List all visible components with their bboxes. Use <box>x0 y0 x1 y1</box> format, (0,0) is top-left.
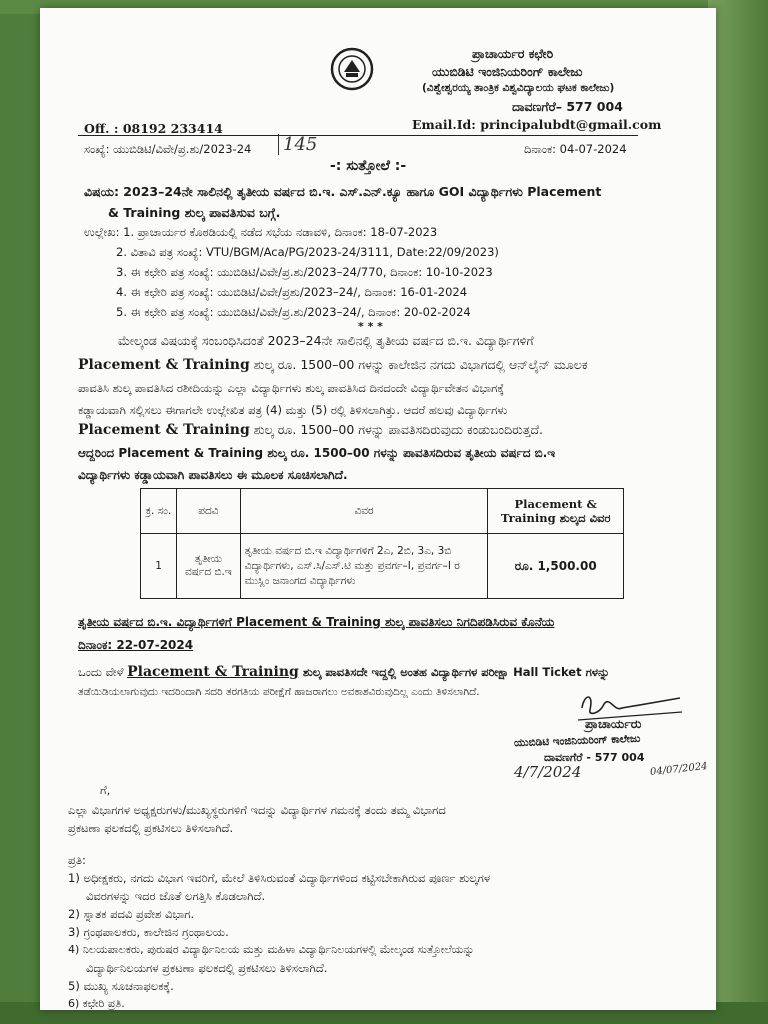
col-serial: ಕ್ರ. ಸಂ. <box>141 489 177 534</box>
subject-line-1: ವಿಷಯ: 2023–24ನೇ ಸಾಲಿನಲ್ಲಿ ತೃತೀಯ ವರ್ಷದ ಬಿ.ಇ. ಎಸ್.ಎನ್.ಕ್ಯೂ ಹಾಗೂ GOI ವಿದ್ಯಾರ್ಥಿಗಳು Placement <box>84 184 602 199</box>
body-line-6: ಆದ್ದರಿಂದ Placement & Training ಶುಲ್ಕ ರೂ. 1500–00 ಗಳನ್ನು ಪಾವತಿಸದಿರುವ ತೃತೀಯ ವರ್ಷದ ಬಿ.ಇ <box>78 446 556 460</box>
warning-line-1: ಒಂದು ವೇಳೆ Placement & Training ಶುಲ್ಕ ಪಾವತಿಸದೇ ಇದ್ದಲ್ಲಿ ಅಂತಹ ವಿದ್ಯಾರ್ಥಿಗಳ ಪರೀಕ್ಷಾ Hall Ticket ಗಳನ್ನು <box>78 664 610 680</box>
college-seal-logo <box>330 46 374 92</box>
cell-degree: ತೃತೀಯ ವರ್ಷದ ಬಿ.ಇ <box>177 534 240 599</box>
email: Email.Id: principalubdt@gmail.com <box>412 117 662 132</box>
cell-details: ತೃತೀಯ ವರ್ಷದ ಬಿ.ಇ ವಿದ್ಯಾರ್ಥಿಗಳಿಗೆ 2ಎ, 2ಬಿ, 3ಎ, 3ಬಿ ವಿದ್ಯಾರ್ಥಿಗಳು, ಎಸ್.ಸಿ/ಎಸ್.ಟಿ ಮತ್ತು ಪ್ರವರ್ಗ–I, ಪ್ರವರ್ಗ–I ರ ಮುಸ್ಲಿಂ ಜನಾಂಗದ ವಿದ್ಯಾರ್ಥಿಗಳು <box>240 534 488 599</box>
fee-table-header <box>141 489 624 534</box>
table-row <box>141 534 624 599</box>
org-line-office: ಪ್ರಾಚಾರ್ಯರ ಕಛೇರಿ <box>472 46 554 61</box>
col-fee: Placement & Training ಶುಲ್ಕದ ವಿವರ <box>488 489 624 534</box>
col-details: ವಿವರ <box>240 489 488 534</box>
warning-placement-training: Placement & Training <box>127 664 299 680</box>
body-line-1: ಮೇಲ್ಕಂಡ ವಿಷಯಕ್ಕೆ ಸಂಬಂಧಿಸಿದಂತೆ 2023–24ನೇ ಸಾಲಿನಲ್ಲಿ ತೃತೀಯ ವರ್ಷದ ಬಿ.ಇ. ವಿದ್ಯಾರ್ಥಿಗಳಿಗೆ <box>118 333 534 348</box>
signatory-title: ಪ್ರಾಚಾರ್ಯರು <box>585 716 642 731</box>
fee-table <box>140 488 624 599</box>
copy-to-item-1-cont: ವಿವರಗಳನ್ನು ಇದರ ಜೊತೆ ಲಗತ್ತಿಸಿ ಕೊಡಲಾಗಿದೆ. <box>86 889 266 903</box>
signatory-college: ಯುಬಿಡಿಟಿ ಇಂಜಿನಿಯರಿಂಗ್ ಕಾಲೇಜು <box>513 732 641 750</box>
header-divider <box>78 135 638 136</box>
org-line-college: ಯುಬಿಡಿಟಿ ಇಂಜಿನಿಯರಿಂಗ್ ಕಾಲೇಜು <box>432 64 583 79</box>
org-line-city: ದಾವಣಗೆರೆ– 577 004 <box>512 99 623 114</box>
copy-to-item-1: 1) ಅಧೀಕ್ಷಕರು, ನಗದು ವಿಭಾಗ ಇವರಿಗೆ, ಮೇಲೆ ತಿಳಿಸಿರುವಂತೆ ವಿದ್ಯಾರ್ಥಿಗಳಿಂದ ಕಟ್ಟಿಸಬೇಕಾಗಿರುವ ಪೂರ್ಣ ಶುಲ್ಕಗಳ <box>68 871 491 885</box>
cell-serial: 1 <box>141 534 177 599</box>
copy-to-item-3: 3) ಗ್ರಂಥಪಾಲಕರು, ಕಾಲೇಜಿನ ಗ್ರಂಥಾಲಯ. <box>68 925 229 939</box>
reference-2: 2. ವಿತಾವಿ ಪತ್ರ ಸಂಖ್ಯೆ: VTU/BGM/Aca/PG/2023-24/3111, Date:22/09/2023) <box>116 245 499 259</box>
office-phone: Off. : 08192 233414 <box>84 121 223 136</box>
copy-to-item-4-cont: ವಿದ್ಯಾರ್ಥಿನಿಲಯಗಳ ಪ್ರಕಟಣಾ ಫಲಕದಲ್ಲಿ ಪ್ರಕಟಿಸಲು ತಿಳಿಸಲಾಗಿದೆ. <box>86 961 328 975</box>
col-degree: ಪದವಿ <box>177 489 240 534</box>
cell-fee: ರೂ. 1,500.00 <box>488 534 624 599</box>
body-line-4: ಕಡ್ಡಾಯವಾಗಿ ಸಲ್ಲಿಸಲು ಈಗಾಗಲೇ ಉಲ್ಲೇಖಿತ ಪತ್ರ (4) ಮತ್ತು (5) ರಲ್ಲಿ ತಿಳಿಸಲಾಗಿತ್ತು. ಆದರೆ ಹಲವು ವಿದ್ಯಾರ್ಥಿಗಳು <box>78 403 508 417</box>
reference-5: 5. ಈ ಕಛೇರಿ ಪತ್ರ ಸಂಖ್ಯೆ: ಯುಬಿಡಿಟಿ/ವಿವೇ/ಪ್ರ.ಶು/2023–24/, ದಿನಾಂಕ: 20-02-2024 <box>116 305 471 319</box>
copy-to-item-6: 6) ಕಛೇರಿ ಪ್ರತಿ. <box>68 997 125 1010</box>
reference-3: 3. ಈ ಕಛೇರಿ ಪತ್ರ ಸಂಖ್ಯೆ: ಯುಬಿಡಿಟಿ/ವಿವೇ/ಪ್ರ.ಶು/2023–24/770, ದಿನಾಂಕ: 10-10-2023 <box>116 265 493 279</box>
body-placement-training-2: Placement & Training <box>78 422 250 438</box>
to-label: ಗೆ, <box>100 783 111 797</box>
body-line-2: Placement & Training ಶುಲ್ಕ ರೂ. 1500–00 ಗಳನ್ನು ಕಾಲೇಜಿನ ನಗದು ವಿಭಾಗದಲ್ಲಿ ಆನ್‌ಲೈನ್ ಮೂಲಕ <box>78 357 588 373</box>
deadline-date: ದಿನಾಂಕ: 22-07-2024 <box>78 638 194 652</box>
circular-date: ದಿನಾಂಕ: 04-07-2024 <box>524 142 627 156</box>
handwritten-ref-number: 145 <box>278 134 317 155</box>
to-line-1: ಎಲ್ಲಾ ವಿಭಾಗಗಳ ಅಧ್ಯಕ್ಷರುಗಳು/ಮುಖ್ಯಸ್ಥರುಗಳಿಗೆ ಇದನ್ನು ವಿದ್ಯಾರ್ಥಿಗಳ ಗಮನಕ್ಕೆ ತಂದು ತಮ್ಮ ವಿಭಾಗದ <box>68 803 446 817</box>
copy-to-item-4: 4) ನಿಲಯಪಾಲಕರು, ಪುರುಷರ ವಿದ್ಯಾರ್ಥಿನಿಲಯ ಮತ್ತು ಮಹಿಳಾ ವಿದ್ಯಾರ್ಥಿನಿಲಯಗಳಲ್ಲಿ ಮೇಲ್ಕಂಡ ಸುತ್ತೋಲೆಯನ್ನು <box>68 943 475 956</box>
reference-number: ಸಂಖ್ಯೆ: ಯುಬಿಡಿಟಿ/ವಿವೇ/ಪ್ರ.ಶು/2023-24 <box>84 142 252 156</box>
signatory-place: ದಾವಣಗೆರೆ - 577 004 <box>544 751 645 764</box>
circular-document <box>40 8 716 1010</box>
body-line-3: ಪಾವತಿಸಿ ಶುಲ್ಕ ಪಾವತಿಸಿದ ರಶೀದಿಯನ್ನು ಎಲ್ಲಾ ವಿದ್ಯಾರ್ಥಿಗಳು ಶುಲ್ಕ ಪಾವತಿಸಿದ ದಿನದಂದೇ ವಿದ್ಯಾರ್ಥಿವೇತನ ವಿಭಾಗಕ್ಕೆ <box>78 381 505 395</box>
document-title: -: ಸುತ್ತೋಲೆ :- <box>330 158 407 174</box>
body-line-7: ವಿದ್ಯಾರ್ಥಿಗಳು ಕಡ್ಡಾಯವಾಗಿ ಪಾವತಿಸಲು ಈ ಮೂಲಕ ಸೂಚಿಸಲಾಗಿದೆ. <box>78 468 348 482</box>
body-placement-training-1: Placement & Training <box>78 357 250 373</box>
copy-to-item-5: 5) ಮುಖ್ಯ ಸೂಚನಾಫಲಕಕ್ಕೆ. <box>68 979 174 993</box>
handwritten-date-1: 4/7/2024 <box>514 763 582 781</box>
body-line-5: Placement & Training ಶುಲ್ಕ ರೂ. 1500–00 ಗಳನ್ನು ಪಾವತಿಸದಿರುವುದು ಕಂಡುಬಂದಿರುತ್ತದೆ. <box>78 422 543 438</box>
to-line-2: ಪ್ರಕಟಣಾ ಫಲಕದಲ್ಲಿ ಪ್ರಕಟಿಸಲು ತಿಳಿಸಲಾಗಿದೆ. <box>68 821 234 835</box>
deadline-line-1: ತೃತೀಯ ವರ್ಷದ ಬಿ.ಇ. ವಿದ್ಯಾರ್ಥಿಗಳಿಗೆ Placement & Training ಶುಲ್ಕ ಪಾವತಿಸಲು ನಿಗದಿಪಡಿಸಿರುವ ಕೊನೆಯ <box>78 615 555 629</box>
separator: * * * <box>358 320 383 333</box>
background-right <box>708 0 768 1024</box>
subject-line-2: & Training ಶುಲ್ಕ ಪಾವತಿಸುವ ಬಗ್ಗೆ. <box>108 205 281 220</box>
reference-1: ಉಲ್ಲೇಖ: 1. ಪ್ರಾಚಾರ್ಯರ ಕೊಠಡಿಯಲ್ಲಿ ನಡೆದ ಸಭೆಯ ನಡಾವಳಿ, ದಿನಾಂಕ: 18-07-2023 <box>84 225 438 239</box>
handwritten-date-2: 04/07/2024 <box>649 761 709 778</box>
warning-line-2: ತಡೆಯಿಡಿಯಲಾಗುವುದು ಇದರಿಂದಾಗಿ ಸದರಿ ತರಗತಿಯ ಪರೀಕ್ಷೆಗೆ ಹಾಜರಾಗಲು ಅವಕಾಶವಿರುವುದಿಲ್ಲ ಎಂದು ತಿಳಿಸಲಾಗಿದೆ. <box>78 686 480 698</box>
org-line-university: (ವಿಶ್ವೇಶ್ವರಯ್ಯ ತಾಂತ್ರಿಕ ವಿಶ್ವವಿದ್ಯಾಲಯ ಘಟಕ ಕಾಲೇಜು) <box>422 82 615 94</box>
copy-to-item-2: 2) ಸ್ನಾತಕ ಪದವಿ ಪ್ರವೇಶ ವಿಭಾಗ. <box>68 907 195 921</box>
reference-4: 4. ಈ ಕಛೇರಿ ಪತ್ರ ಸಂಖ್ಯೆ: ಯುಬಿಡಿಟಿ/ವಿವೇ/ಪ್ರಶು/2023–24/, ದಿನಾಂಕ: 16-01-2024 <box>116 285 468 299</box>
copy-to-label: ಪ್ರತಿ: <box>68 853 86 867</box>
